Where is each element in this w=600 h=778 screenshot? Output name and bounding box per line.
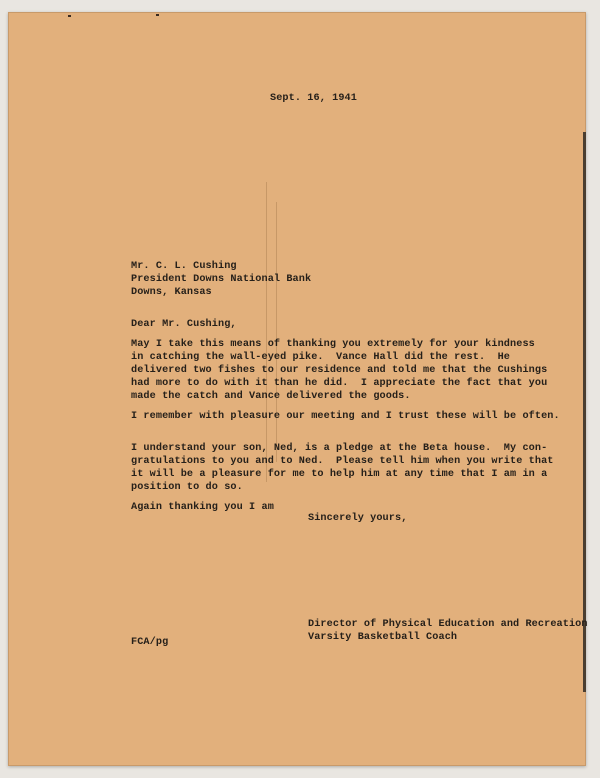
letter-page: [8, 12, 586, 766]
page-edge-mark: [583, 132, 586, 692]
signature-title: Director of Physical Education and Recreation: [308, 619, 588, 630]
recipient-title: President Downs National Bank: [131, 274, 312, 285]
body-line: gratulations to you and to Ned. Please tell him when you write that: [131, 456, 554, 467]
recipient-city: Downs, Kansas: [131, 287, 212, 298]
body-line: I understand your son, Ned, is a pledge at the Beta house. My con-: [131, 443, 548, 454]
body-line: had more to do with it than he did. I appreciate the fact that you: [131, 378, 548, 389]
body-line: in catching the wall-eyed pike. Vance Hall did the rest. He: [131, 352, 511, 363]
ink-speck: [68, 15, 71, 17]
body-line: May I take this means of thanking you extremely for your kindness: [131, 339, 535, 350]
ink-speck: [156, 14, 159, 16]
body-line: I remember with pleasure our meeting and I trust these will be often.: [131, 411, 560, 422]
body-line: delivered two fishes to our residence and told me that the Cushings: [131, 365, 548, 376]
body-line: Again thanking you I am: [131, 502, 274, 513]
paper-crease: [266, 182, 267, 482]
typist-initials: FCA/pg: [131, 637, 169, 648]
body-line: it will be a pleasure for me to help him at any time that I am in a: [131, 469, 548, 480]
letter-date: Sept. 16, 1941: [270, 93, 357, 104]
closing: Sincerely yours,: [308, 513, 408, 524]
signature-subtitle: Varsity Basketball Coach: [308, 632, 458, 643]
body-line: position to do so.: [131, 482, 243, 493]
body-line: made the catch and Vance delivered the goods.: [131, 391, 411, 402]
salutation: Dear Mr. Cushing,: [131, 319, 237, 330]
recipient-name: Mr. C. L. Cushing: [131, 261, 237, 272]
